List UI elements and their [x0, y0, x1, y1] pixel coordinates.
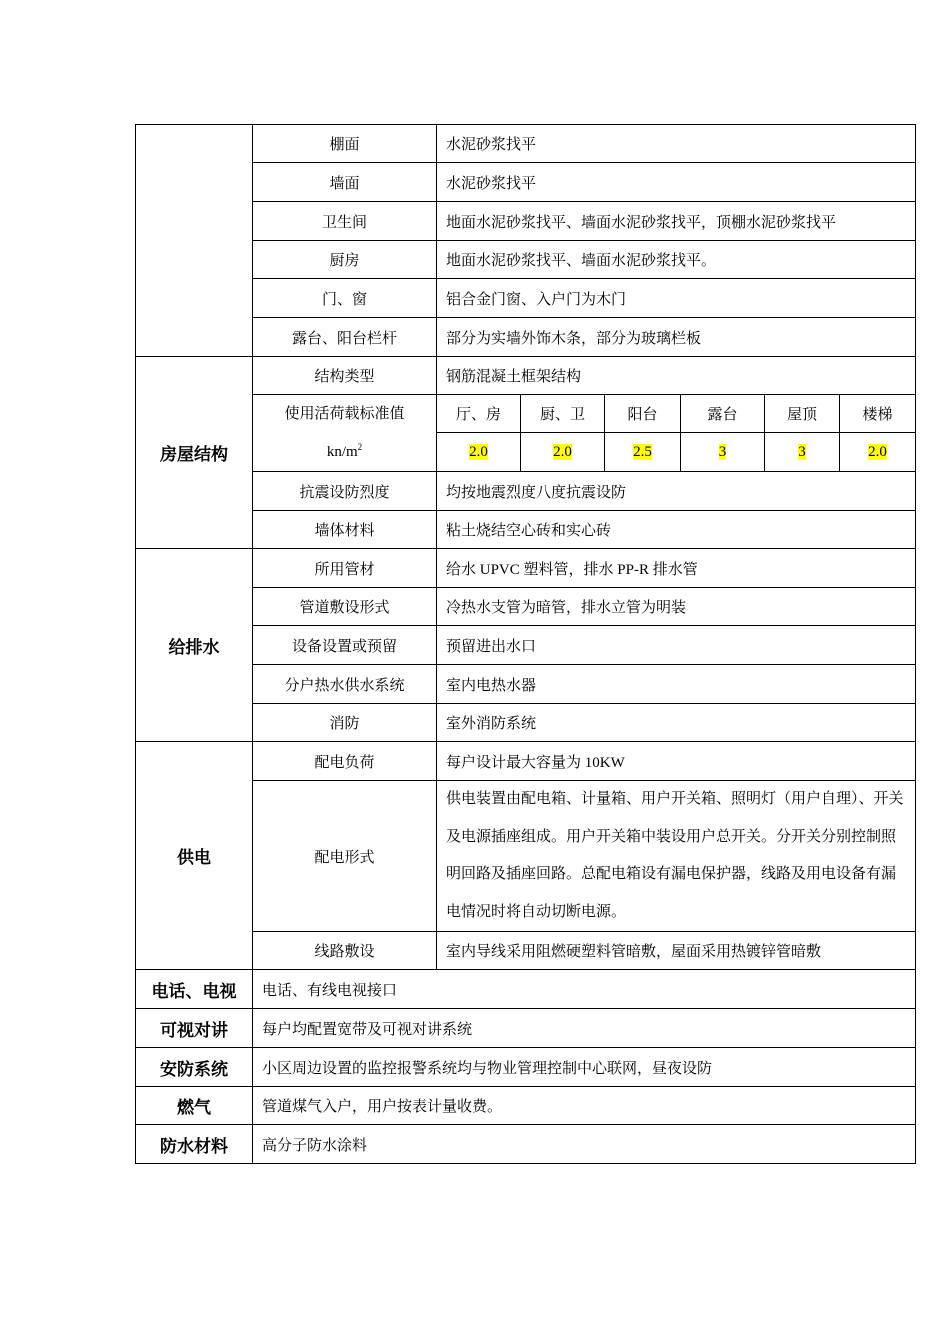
row-label: 墙面: [253, 163, 437, 202]
row-value: 水泥砂浆找平: [437, 125, 916, 163]
row-label: 厨房: [253, 241, 437, 279]
row-label: 门、窗: [253, 279, 437, 318]
row-label: 棚面: [253, 125, 437, 163]
load-header: 厨、卫: [521, 395, 605, 433]
load-value: 3: [798, 443, 806, 460]
category-waterproof: 防水材料: [136, 1125, 253, 1164]
category-intercom: 可视对讲: [136, 1009, 253, 1048]
power-load-label: 配电负荷: [253, 742, 437, 781]
structure-type-value: 钢筋混凝土框架结构: [437, 357, 916, 395]
row-value: 水泥砂浆找平: [437, 163, 916, 202]
wiring-value: 室内导线采用阻燃硬塑料管暗敷，屋面采用热镀锌管暗敷: [437, 932, 916, 970]
other-value: 电话、有线电视接口: [253, 970, 916, 1009]
other-value: 管道煤气入户，用户按表计量收费。: [253, 1087, 916, 1125]
category-tv: 电话、电视: [136, 970, 253, 1009]
load-header: 屋顶: [765, 395, 840, 433]
other-value: 每户均配置宽带及可视对讲系统: [253, 1009, 916, 1048]
row-value: 冷热水支管为暗管，排水立管为明装: [437, 588, 916, 626]
wall-material-value: 粘土烧结空心砖和实心砖: [437, 511, 916, 549]
live-load-label-text: 使用活荷载标准值: [284, 406, 405, 422]
row-label: 管道敷设形式: [253, 588, 437, 626]
row-value: 铝合金门窗、入户门为木门: [437, 279, 916, 318]
seismic-label: 抗震设防烈度: [253, 472, 437, 511]
row-label: 设备设置或预留: [253, 626, 437, 665]
load-value: 2.5: [633, 443, 652, 460]
load-header: 楼梯: [840, 395, 916, 433]
load-value-cell: [521, 433, 605, 472]
seismic-value: 均按地震烈度八度抗震设防: [437, 472, 916, 511]
load-value-cell: [840, 433, 916, 472]
load-value: 2.0: [553, 443, 572, 460]
load-value: 3: [718, 443, 727, 460]
row-value: 部分为实墙外饰木条，部分为玻璃栏板: [437, 318, 916, 357]
category-power: 供电: [136, 742, 253, 970]
power-load-value: 每户设计最大容量为 10KW: [437, 742, 916, 781]
live-load-label: [253, 395, 437, 472]
live-load-unit-text: kn/m: [326, 444, 358, 460]
live-load-unit: [262, 433, 427, 471]
other-value: 小区周边设置的监控报警系统均与物业管理控制中心联网，昼夜设防: [253, 1048, 916, 1087]
row-value: 地面水泥砂浆找平、墙面水泥砂浆找平，顶棚水泥砂浆找平: [437, 202, 916, 241]
row-value: 地面水泥砂浆找平、墙面水泥砂浆找平。: [437, 241, 916, 279]
load-value-cell: [605, 433, 681, 472]
structure-type-label: 结构类型: [253, 357, 437, 395]
load-header: 露台: [681, 395, 765, 433]
category-water: 给排水: [136, 549, 253, 742]
other-value: 高分子防水涂料: [253, 1125, 916, 1164]
row-value: 室内电热水器: [437, 665, 916, 704]
load-header: 厅、房: [437, 395, 521, 433]
wiring-label: 线路敷设: [253, 932, 437, 970]
row-label: 分户热水供水系统: [253, 665, 437, 704]
load-value-cell: [765, 433, 840, 472]
row-value: 室外消防系统: [437, 704, 916, 742]
category-structure: 房屋结构: [136, 357, 253, 549]
row-value: 给水 UPVC 塑料管，排水 PP-R 排水管: [437, 549, 916, 588]
row-label: 消防: [253, 704, 437, 742]
load-value: 2.0: [868, 443, 887, 460]
finishes-category-cell: [136, 125, 253, 357]
load-value-cell: [437, 433, 521, 472]
load-value: 2.0: [469, 443, 488, 460]
wall-material-label: 墙体材料: [253, 511, 437, 549]
live-load-unit-sup: 2: [357, 442, 363, 452]
row-label: 所用管材: [253, 549, 437, 588]
spec-table: [135, 124, 916, 1164]
power-form-label: 配电形式: [253, 781, 437, 932]
power-form-value: 供电装置由配电箱、计量箱、用户开关箱、照明灯（用户自理）、开关及电源插座组成。用户开关箱中装设用户总开关。分开关分别控制照明回路及插座回路。总配电箱设有漏电保护器，线路及用电设备有漏电情况时将自动切断电源。: [437, 781, 916, 932]
row-value: 预留进出水口: [437, 626, 916, 665]
category-gas: 燃气: [136, 1087, 253, 1125]
category-security: 安防系统: [136, 1048, 253, 1087]
row-label: 卫生间: [253, 202, 437, 241]
load-header: 阳台: [605, 395, 681, 433]
row-label: 露台、阳台栏杆: [253, 318, 437, 357]
load-value-cell: [681, 433, 765, 472]
